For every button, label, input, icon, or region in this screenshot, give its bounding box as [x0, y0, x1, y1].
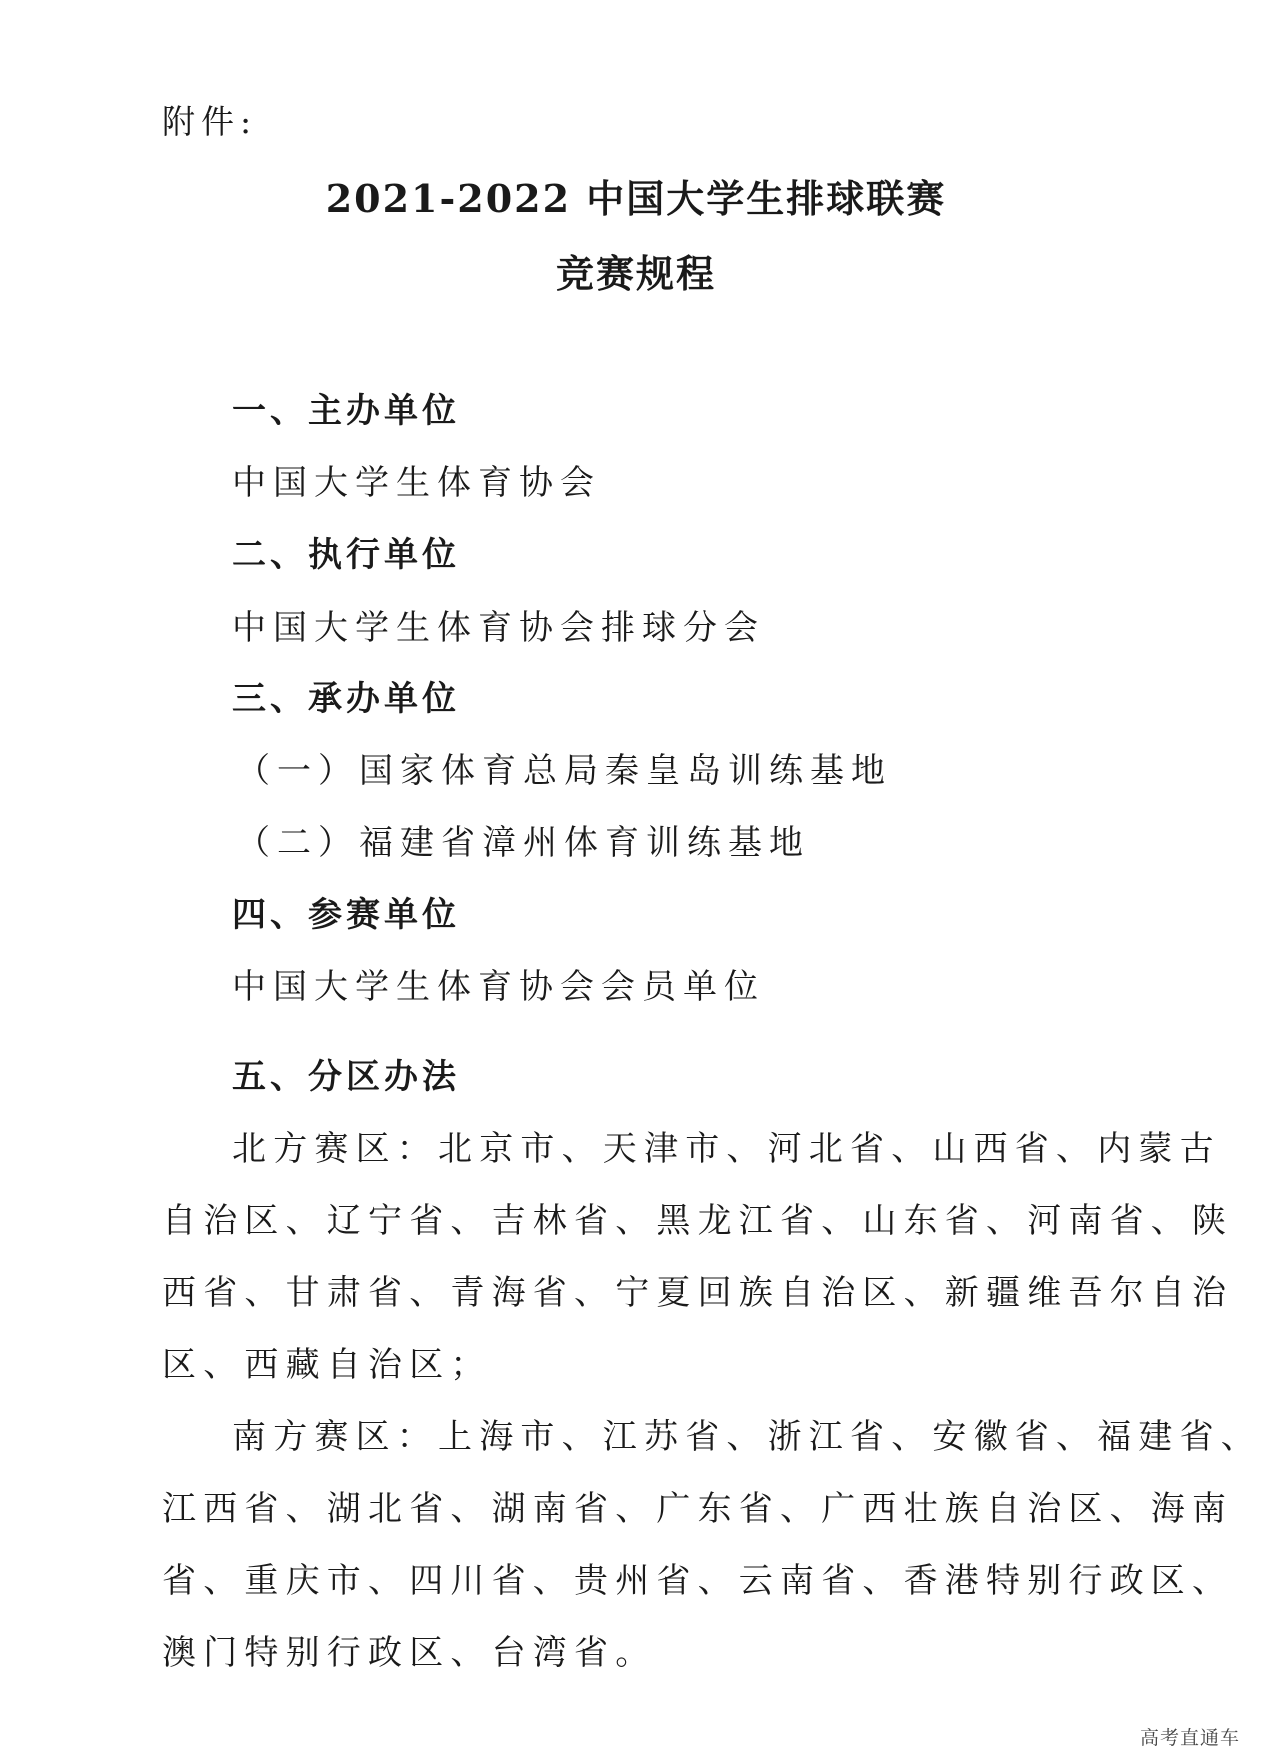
section-body-organizer: 中国大学生体育协会 [232, 463, 601, 503]
section-body-participants: 中国大学生体育协会会员单位 [232, 967, 765, 1007]
section-heading-organizer: 一、主办单位 [232, 391, 460, 431]
attachment-label: 附件: [162, 102, 258, 141]
north-division-line: 区、西藏自治区； [162, 1345, 492, 1385]
section-heading-participants: 四、参赛单位 [232, 895, 460, 935]
section-body-executor: 中国大学生体育协会排球分会 [232, 608, 765, 648]
section-heading-executor: 二、执行单位 [232, 535, 460, 575]
section-heading-host: 三、承办单位 [232, 679, 460, 719]
north-division-line: 自治区、辽宁省、吉林省、黑龙江省、山东省、河南省、陕 [162, 1201, 1234, 1241]
south-division-line: 澳门特别行政区、台湾省。 [162, 1633, 657, 1673]
document-subtitle: 竞赛规程 [555, 251, 716, 296]
south-division-line: 省、重庆市、四川省、贵州省、云南省、香港特别行政区、 [162, 1561, 1234, 1601]
north-division-line: 西省、甘肃省、青海省、宁夏回族自治区、新疆维吾尔自治 [162, 1273, 1234, 1313]
host-item-2: （二）福建省漳州体育训练基地 [236, 823, 810, 863]
section-heading-divisions: 五、分区办法 [232, 1057, 460, 1097]
south-division-line: 南方赛区：上海市、江苏省、浙江省、安徽省、福建省、 [232, 1417, 1262, 1457]
watermark: 高考直通车 [1139, 1727, 1240, 1749]
south-division-line: 江西省、湖北省、湖南省、广东省、广西壮族自治区、海南 [162, 1489, 1234, 1529]
host-item-1: （一）国家体育总局秦皇岛训练基地 [236, 751, 892, 791]
document-title: 2021-2022 中国大学生排球联赛 [325, 176, 947, 221]
north-division-line: 北方赛区：北京市、天津市、河北省、山西省、内蒙古 [232, 1129, 1221, 1169]
